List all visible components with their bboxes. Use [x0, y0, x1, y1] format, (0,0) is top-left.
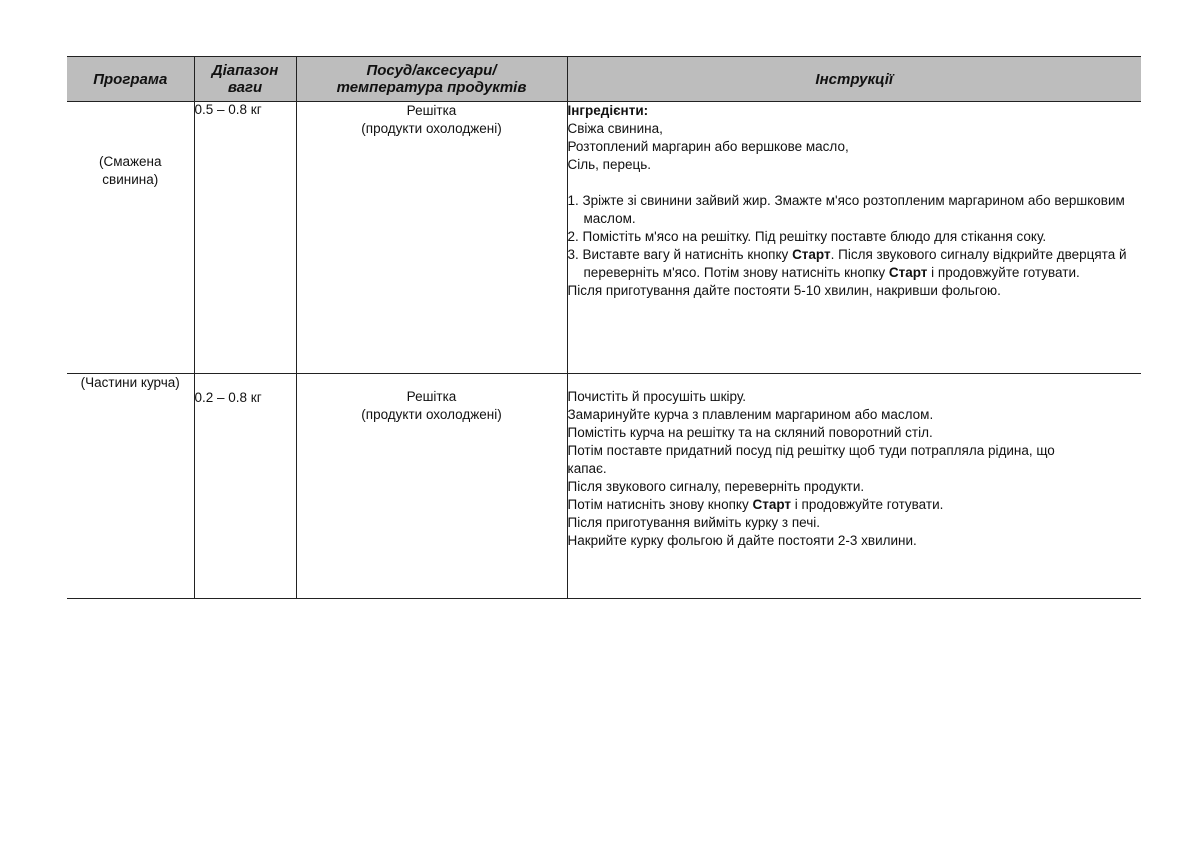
instruction-line: Після приготування вийміть курку з печі. [567, 515, 820, 530]
accessory-cell [296, 374, 567, 599]
ingredient-item: Свіжа свинина, [567, 121, 663, 136]
program-name-line2: свинина) [102, 172, 159, 187]
accessory-name: Решітка [406, 103, 457, 118]
program-cell [67, 374, 194, 599]
accessory-name: Решітка [406, 389, 457, 404]
header-weight-line1: Діапазон [211, 62, 279, 79]
ingredient-item: Розтоплений маргарин або вершкове масло, [567, 139, 849, 154]
food-temperature: (продукти охолоджені) [361, 407, 502, 422]
food-temperature: (продукти охолоджені) [361, 121, 502, 136]
instructions-cell [567, 374, 1141, 599]
header-weight-line2: ваги [227, 79, 263, 96]
step3-text-b: . Після звукового сигналу відкрийте дверцята й переверніть м'ясо. Потім знову натисніть кнопку [583, 247, 1127, 280]
header-accessories-line1: Посуд/аксесуари/ [366, 62, 497, 79]
program-name-line1: (Смажена [98, 154, 162, 169]
instruction-line: Потім поставте придатний посуд під решітку щоб туди потрапляла рідина, що капає. [567, 443, 1055, 476]
start-line-text-a: Потім натисніть знову кнопку [567, 497, 753, 512]
instruction-step-2: 2. Помістіть м'ясо на решітку. Під решітку поставте блюдо для стікання соку. [567, 229, 1047, 244]
weight-range: 0.5 – 0.8 кг [194, 102, 262, 117]
instruction-line: Накрийте курку фольгою й дайте постояти 2-3 хвилини. [567, 533, 917, 548]
start-keyword: Старт [752, 497, 792, 512]
table-header [67, 57, 1141, 102]
header-accessories [296, 57, 567, 102]
header-weight-range [194, 57, 296, 102]
start-keyword: Старт [888, 265, 928, 280]
table-row [67, 102, 1141, 374]
header-program-label: Програма [93, 70, 168, 88]
step3-text-a: 3. Виставте вагу й натисніть кнопку [567, 247, 793, 262]
program-cell [67, 102, 194, 374]
program-name: (Частини курча) [80, 375, 180, 390]
header-row [67, 57, 1141, 102]
accessory-cell [296, 102, 567, 374]
cooking-program-table [67, 56, 1141, 599]
instructions-cell [567, 102, 1141, 374]
step3-text-c: і продовжуйте готувати. [927, 265, 1080, 280]
header-accessories-line2: температура продуктів [336, 79, 527, 96]
instruction-line [568, 496, 1142, 514]
final-instruction: Після приготування дайте постояти 5-10 хвилин, накривши фольгою. [567, 283, 1001, 298]
weight-range: 0.2 – 0.8 кг [194, 390, 262, 405]
ingredient-item: Сіль, перець. [567, 157, 652, 172]
table-row [67, 374, 1141, 599]
instruction-line: Помістіть курча на решітку та на скляний поворотний стіл. [567, 425, 933, 440]
instruction-step-3 [568, 246, 1142, 282]
weight-cell [194, 374, 296, 599]
header-instructions-label: Інструкції [815, 70, 894, 88]
instruction-step-1: 1. Зріжте зі свинини зайвий жир. Змажте м'ясо розтопленим маргарином або вершковим маслом. [567, 193, 1125, 226]
instruction-line: Почистіть й просушіть шкіру. [567, 389, 747, 404]
header-program [67, 57, 194, 102]
header-instructions [567, 57, 1141, 102]
start-line-text-b: і продовжуйте готувати. [791, 497, 944, 512]
start-keyword: Старт [792, 247, 831, 262]
weight-cell [194, 102, 296, 374]
instruction-line: Замаринуйте курча з плавленим маргарином або маслом. [567, 407, 934, 422]
ingredients-title: Інгредієнти: [567, 103, 649, 118]
instruction-line: Після звукового сигналу, переверніть продукти. [567, 479, 865, 494]
